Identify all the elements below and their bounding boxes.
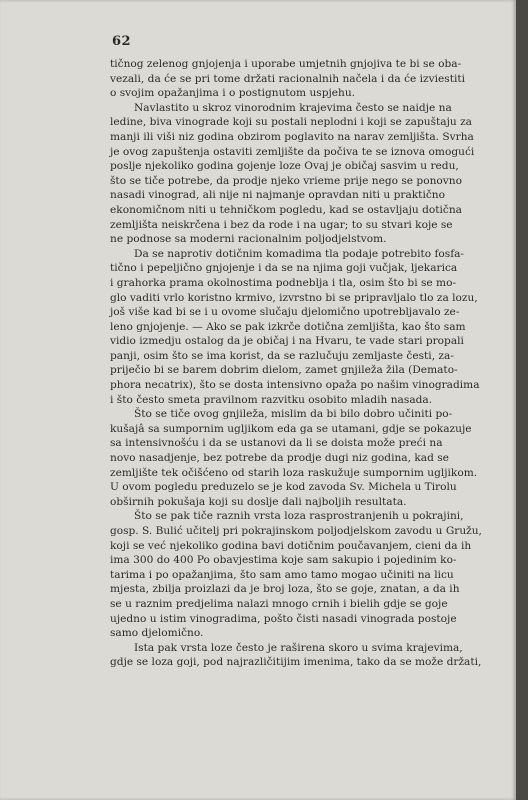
- text-line: gosp. S. Bulić učitelj pri pokrajinskom poljodjelskom zavodu u Gružu,: [110, 525, 482, 537]
- text-line: poslje njekoliko godina gojenje loze Ovaj je običaj sasvim u redu,: [110, 160, 459, 173]
- text-line: što se tiče potrebe, da prodje njeko vrieme prije nego se ponovno: [110, 174, 462, 187]
- text-line: ne podnose sa moderni racionalnim poljodjelstvom.: [110, 233, 387, 246]
- text-line: i što često smeta pravilnom razvitku osobito mladih nasada.: [110, 393, 433, 406]
- text-line: phora necatrix), što se dosta intensivno opaža po našim vinogradima: [110, 379, 480, 392]
- text-line: manji ili viši niz godina obzirom poglavito na narav zemljišta. Svrha: [110, 130, 474, 143]
- text-line: vezali, da će se pri tome držati racionalnih načela i da će izviestiti: [110, 72, 465, 85]
- text-line: ekonomičnom niti u tehničkom pogledu, kad se ostavljaju dotična: [110, 203, 462, 216]
- body-text: [110, 57, 482, 670]
- text-line: tičnog zelenog gnjojenja i uporabe umjetnih gnjojiva te bi se oba-: [110, 58, 462, 70]
- text-line: glo vaditi vrlo koristno krmivo, izvrstno bi se pripravljalo tlo za lozu,: [110, 291, 478, 304]
- text-line: sa intensivnošću i da se ustanovi da li se doista može preći na: [110, 437, 443, 450]
- paragraph: [110, 57, 482, 101]
- text-line: tarima i po opažanjima, što sam amo tamo mogao učiniti na licu: [110, 568, 454, 581]
- text-line: tično i pepeljično gnjojenje i da se na njima goji vučjak, ljekarica: [110, 262, 458, 275]
- text-line: obširnih pokušaja koji su doslje dali najboljih resultata.: [110, 495, 407, 508]
- text-line: nasadi vinograd, ali nije ni najmanje opravdan niti u praktično: [110, 189, 445, 202]
- text-line: gdje se loza goji, pod najrazličitijim imenima, tako da se može držati,: [110, 656, 482, 669]
- text-line: mjesta, zbilja proizlazi da je broj loza, što se goje, znatan, a da ih: [110, 583, 460, 596]
- text-line: ima 300 do 400 Po obavjestima koje sam sakupio i pojedinim ko-: [110, 554, 457, 567]
- text-line: U ovom pogledu preduzelo se je kod zavoda Sv. Michela u Tirolu: [110, 481, 457, 494]
- paragraph: [110, 641, 482, 670]
- text-line: zemljište tek očišćeno od starih loza raskužuje sumpornim ugljikom.: [110, 466, 478, 479]
- text-line: ujedno u istim vinogradima, pošto čisti nasadi vinograda postoje: [110, 612, 457, 625]
- text-line: Da se naprotiv dotičnim komadima tla podaje potrebito fosfa-: [134, 247, 465, 260]
- text-line: Što se pak tiče raznih vrsta loza rasprostranjenih u pokrajini,: [134, 510, 464, 523]
- text-line: se u raznim predjelima nalazi mnogo crnih i bielih gdje se goje: [110, 597, 448, 610]
- text-line: još više kad bi se i u ovome slučaju djelomično upotrebljavalo ze-: [110, 306, 460, 319]
- text-line: samo djelomično.: [110, 627, 204, 640]
- paragraph: [110, 247, 482, 408]
- text-line: zemljišta neiskrčena i bez da rode i na ugar; to su stvari koje se: [110, 218, 453, 231]
- text-line: Što se tiče ovog gnjileža, mislim da bi bilo dobro učiniti po-: [134, 408, 453, 421]
- text-line: kušajâ sa sumpornim ugljikom eda ga se utamani, gdje se pokazuje: [110, 422, 472, 435]
- text-line: priječio bi se barem dobrim dielom, zamet gnjileža žila (Demato-: [110, 364, 458, 377]
- text-line: Navlastito u skroz vinorodnim krajevima često se naidje na: [134, 101, 452, 114]
- text-line: o svojim opažanjima i o postignutom uspjehu.: [110, 87, 356, 100]
- text-line: panji, osim što se ima korist, da se razlučuju zemljaste česti, za-: [110, 349, 454, 362]
- paragraph: [110, 407, 482, 509]
- text-line: leno gnjojenje. — Ako se pak izkrče dotična zemljišta, kao što sam: [110, 320, 466, 333]
- page-number: 62: [112, 34, 132, 49]
- text-line: je ovog zapuštenja ostaviti zemljište da počiva te se iznova omogući: [110, 145, 475, 158]
- paragraph: [110, 101, 482, 247]
- text-line: koji se već njekoliko godina bavi dotičnim poučavanjem, cieni da ih: [110, 539, 472, 552]
- text-line: novo nasadjenje, bez potrebe da prodje dugi niz godina, kad se: [110, 452, 449, 465]
- paragraph: [110, 509, 482, 640]
- text-line: ledine, biva vinograde koji su postali neplodni i koji se zapuštaju za: [110, 116, 472, 129]
- text-line: vidio izmedju ostalog da je običaj i na Hvaru, te vade stari propali: [110, 335, 464, 348]
- text-line: i grahorka prama okolnostima podneblja i tla, osim što bi se mo-: [110, 276, 457, 289]
- text-line: Ista pak vrsta loze često je raširena skoro u svima krajevima,: [134, 641, 463, 654]
